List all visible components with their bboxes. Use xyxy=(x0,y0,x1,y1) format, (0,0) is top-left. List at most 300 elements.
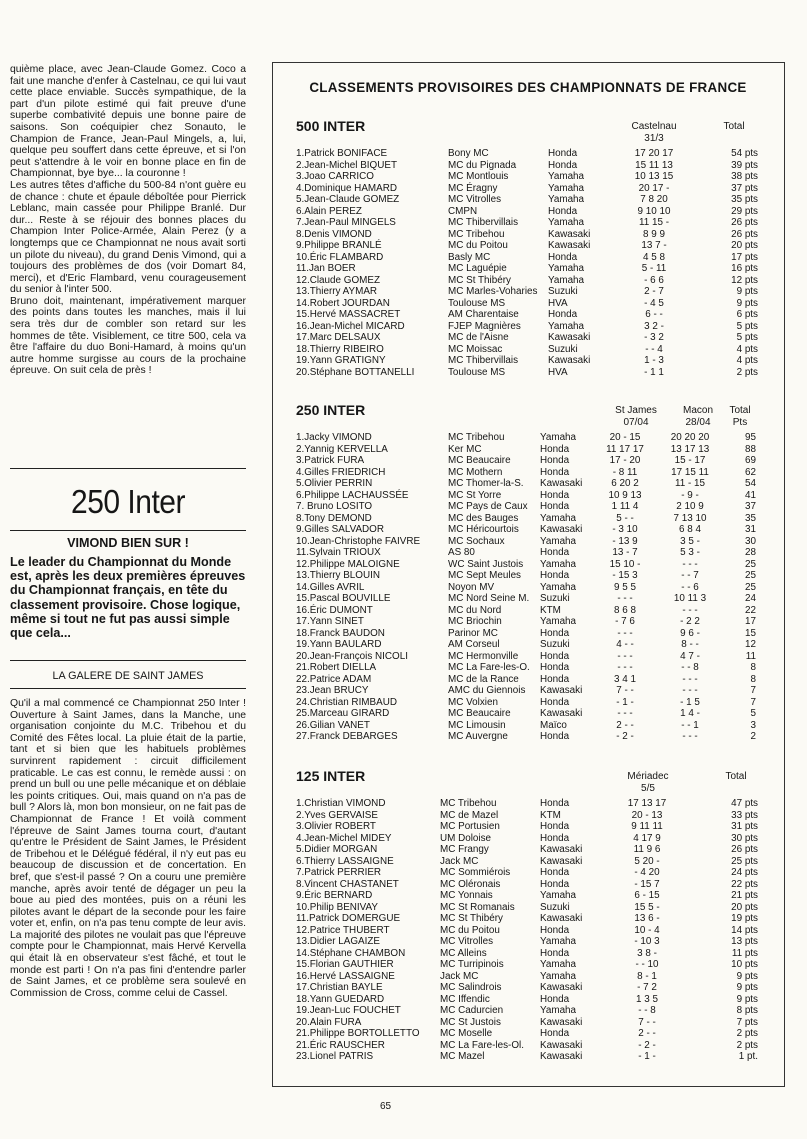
club-name: MC des Bauges xyxy=(448,512,519,524)
round2-points: - 2 2 xyxy=(680,616,700,627)
rider-name: 13.Thierry BLOUIN xyxy=(296,570,380,581)
total-points: 20 pts xyxy=(731,901,758,913)
motorcycle-brand: Yamaha xyxy=(548,263,585,274)
motorcycle-brand: Honda xyxy=(548,205,578,217)
round-points: 20 - 13 xyxy=(631,809,663,821)
total-points: 31 xyxy=(745,524,756,535)
round2-points: - 9 - xyxy=(681,489,699,501)
motorcycle-brand: Honda xyxy=(540,501,570,512)
total-points: 35 pts xyxy=(731,194,758,205)
club-name: MC Vitrolles xyxy=(440,936,494,947)
motorcycle-brand: Kawasaki xyxy=(548,240,591,251)
round1-points: 3 4 1 xyxy=(614,673,636,685)
total-points: 35 xyxy=(745,512,756,524)
total-points: 22 pts xyxy=(731,878,758,890)
total-points: 15 xyxy=(745,627,756,639)
article-lead: Le leader du Championnat du Monde est, après les deux premières épreuves du Championnat français, en tête du classement provisoire. Chose logique, même si tout ne fut pas aussi simple que cela... xyxy=(10,555,246,641)
rider-name: 20.Stéphane BOTTANELLI xyxy=(296,366,415,378)
club-name: MC La Fare-les-O. xyxy=(448,662,530,673)
rider-name: 9.Philippe BRANLÉ xyxy=(296,240,382,251)
total-points: 41 xyxy=(745,489,756,501)
rider-name: 2.Jean-Michel BIQUET xyxy=(296,159,397,171)
round2-points: - - - xyxy=(682,604,698,616)
motorcycle-brand: Honda xyxy=(548,148,578,159)
motorcycle-brand: Honda xyxy=(540,489,570,501)
club-name: MC Oléronais xyxy=(440,878,501,890)
total-points: 6 pts xyxy=(736,309,758,320)
round1-points: 1 11 4 xyxy=(611,501,639,512)
motorcycle-brand: Honda xyxy=(548,251,578,263)
round1-points: - 2 - xyxy=(616,731,634,742)
motorcycle-brand: Honda xyxy=(540,993,570,1005)
motorcycle-brand: Honda xyxy=(540,696,570,708)
round2-points: - - 1 xyxy=(681,719,699,731)
round-points: 20 17 - xyxy=(638,182,670,194)
rider-name: 2.Yannig KERVELLA xyxy=(296,443,388,455)
club-name: MC de la Rance xyxy=(448,673,519,685)
round-date: 5/5 xyxy=(641,782,655,794)
round1-points: 7 - - xyxy=(616,685,634,696)
page-number: 65 xyxy=(380,1101,392,1112)
rider-name: 14.Robert JOURDAN xyxy=(296,297,390,309)
total-points: 25 xyxy=(745,581,756,593)
motorcycle-brand: Honda xyxy=(548,159,578,171)
club-name: UM Doloise xyxy=(440,832,492,844)
round-points: - - 8 xyxy=(638,1005,656,1016)
motorcycle-brand: Kawasaki xyxy=(548,228,591,240)
round-points: 5 20 - xyxy=(634,855,660,867)
round-points: - - 4 xyxy=(645,343,663,355)
total-points: 24 xyxy=(745,593,756,604)
rider-name: 3.Patrick FURA xyxy=(296,455,365,466)
section-divider xyxy=(10,530,246,531)
rider-name: 16.Éric DUMONT xyxy=(296,604,373,616)
article-left-column xyxy=(10,64,246,377)
round-points: - 1 1 xyxy=(644,366,664,378)
article-headline: VIMOND BIEN SUR ! xyxy=(67,536,189,550)
round2-points: 7 13 10 xyxy=(673,512,707,524)
motorcycle-brand: Yamaha xyxy=(540,512,577,524)
round2-points: 20 20 20 xyxy=(670,432,710,443)
rider-name: 12.Patrice THUBERT xyxy=(296,924,390,936)
motorcycle-brand: Honda xyxy=(540,821,570,832)
round-points: 8 9 9 xyxy=(643,228,665,240)
round-points: 7 8 20 xyxy=(640,194,668,205)
club-name: MC Salindrois xyxy=(440,982,502,993)
round-points: 11 9 6 xyxy=(633,844,661,855)
total-points: 30 pts xyxy=(731,832,758,844)
rider-name: 18.Yann GUEDARD xyxy=(296,993,385,1005)
rider-name: 19.Yann BAULARD xyxy=(296,639,382,650)
club-name: MC Hermonville xyxy=(448,650,519,662)
section-title: 250 Inter xyxy=(71,483,185,521)
round2-points: - - - xyxy=(682,731,698,742)
round2-points: 15 - 17 xyxy=(674,455,706,466)
motorcycle-brand: Kawasaki xyxy=(540,913,583,924)
club-name: MC Moselle xyxy=(440,1028,493,1039)
rider-name: 10.Jean-Christophe FAIVRE xyxy=(296,535,421,547)
rider-name: 4.Dominique HAMARD xyxy=(296,182,397,194)
rider-name: 15.Florian GAUTHIER xyxy=(296,959,394,970)
motorcycle-brand: Honda xyxy=(540,547,570,558)
club-name: AS 80 xyxy=(448,547,475,558)
motorcycle-brand: Honda xyxy=(540,627,570,639)
club-name: MC Éragny xyxy=(448,182,498,194)
round-points: 9 10 10 xyxy=(637,205,671,217)
total-points: 24 pts xyxy=(731,867,758,878)
round-points: 6 - - xyxy=(645,309,663,320)
round1-points: - 1 - xyxy=(616,696,634,708)
round-points: 1 3 5 xyxy=(636,993,658,1005)
club-name: MC St Justois xyxy=(440,1016,501,1028)
rider-name: 25.Marceau GIRARD xyxy=(296,708,390,719)
rider-name: 1.Jacky VIMOND xyxy=(296,432,372,443)
club-name: MC Tribehou xyxy=(448,228,505,240)
club-name: MC Volxien xyxy=(448,696,498,708)
total-points: 7 xyxy=(750,696,756,708)
club-name: MC Thomer-la-S. xyxy=(448,478,524,489)
total-points: 26 pts xyxy=(731,844,758,855)
total-points: 4 pts xyxy=(736,355,758,366)
motorcycle-brand: Yamaha xyxy=(548,217,585,228)
club-name: MC Cadurcien xyxy=(440,1005,504,1016)
club-name: MC Tribehou xyxy=(448,432,505,443)
section-125-title: 125 INTER xyxy=(296,768,366,784)
club-name: MC St Yorre xyxy=(448,489,502,501)
motorcycle-brand: Yamaha xyxy=(548,171,585,182)
round1-points: - - - xyxy=(617,627,633,639)
motorcycle-brand: Maïco xyxy=(540,719,567,731)
total-points: 5 pts xyxy=(736,332,758,343)
article-paragraph: Bruno doit, maintenant, impérativement marquer des points dans toutes les manches, mais il lui sera très dur de combler son retard sur les hommes de tête. Visiblement, ce titre 500, cela va être l'affaire du duo Boni-Hamard, à moins qu'un autre homme surgisse au cours de la prochaine épreuve. On suit cela de près ! xyxy=(10,295,246,377)
motorcycle-brand: Yamaha xyxy=(540,890,577,901)
motorcycle-brand: Honda xyxy=(540,650,570,662)
total-points: 17 xyxy=(745,616,756,627)
total-points: 11 xyxy=(745,650,756,662)
rider-name: 18.Franck BAUDON xyxy=(296,627,385,639)
header-125-round xyxy=(618,771,678,794)
rider-name: 9.Éric BERNARD xyxy=(296,890,373,901)
motorcycle-brand: Suzuki xyxy=(548,286,578,297)
rider-name: 5.Didier MORGAN xyxy=(296,844,378,855)
rider-name: 27.Franck DEBARGES xyxy=(296,731,398,742)
total-points: 2 xyxy=(750,731,756,742)
motorcycle-brand: Kawasaki xyxy=(548,355,591,366)
club-name: Ker MC xyxy=(448,443,482,455)
round2-points: 5 3 - xyxy=(680,547,700,558)
article-subhead: LA GALERE DE SAINT JAMES xyxy=(52,670,204,682)
total-points: 47 pts xyxy=(731,798,758,809)
rider-name: 16.Hervé LASSAIGNE xyxy=(296,970,395,982)
club-name: MC de Mazel xyxy=(440,809,499,821)
round1-points: - 15 3 xyxy=(612,570,638,581)
panel-title: CLASSEMENTS PROVISOIRES DES CHAMPIONNATS DE FRANCE xyxy=(309,80,747,95)
round1-points: 11 17 17 xyxy=(606,443,644,455)
round-date: 28/04 xyxy=(685,416,711,428)
total-points: 12 pts xyxy=(731,274,758,286)
round1-points: 20 - 15 xyxy=(609,432,641,443)
motorcycle-brand: Honda xyxy=(540,1028,570,1039)
round1-points: - - - xyxy=(617,662,633,673)
round-points: - 10 3 xyxy=(634,936,660,947)
round-name: Macon xyxy=(682,405,713,416)
total-points: 25 xyxy=(745,558,756,570)
rider-name: 11.Jan BOER xyxy=(296,263,356,274)
motorcycle-brand: Kawasaki xyxy=(540,1051,583,1062)
round2-points: 13 17 13 xyxy=(670,443,710,455)
motorcycle-brand: Kawasaki xyxy=(540,855,583,867)
total-points: 10 pts xyxy=(731,959,758,970)
total-points: 30 xyxy=(745,535,756,547)
total-points: 8 xyxy=(750,662,756,673)
club-name: MC Beaucaire xyxy=(448,708,511,719)
total-points: 14 pts xyxy=(731,924,758,936)
rider-name: 18.Thierry RIBEIRO xyxy=(296,343,384,355)
total-points: 2 pts xyxy=(736,366,758,378)
round-points: - 6 6 xyxy=(644,274,664,286)
club-name: Basly MC xyxy=(448,251,491,263)
total-points: 20 pts xyxy=(731,240,758,251)
round1-points: - 7 6 xyxy=(615,616,635,627)
round2-points: - - - xyxy=(682,685,698,696)
rider-name: 4.Jean-Michel MIDEY xyxy=(296,832,392,844)
club-name: MC Auvergne xyxy=(448,731,508,742)
rider-name: 7. Bruno LOSITO xyxy=(296,501,373,512)
total-points: 5 xyxy=(750,708,756,719)
round-points: - 15 7 xyxy=(634,878,660,890)
club-name: MC Mazel xyxy=(440,1051,485,1062)
motorcycle-brand: Kawasaki xyxy=(540,478,583,489)
motorcycle-brand: Kawasaki xyxy=(540,708,583,719)
club-name: Jack MC xyxy=(440,855,479,867)
round-points: 17 13 17 xyxy=(627,798,667,809)
motorcycle-brand: Honda xyxy=(540,443,570,455)
rider-name: 5.Jean-Claude GOMEZ xyxy=(296,194,400,205)
round-points: 4 5 8 xyxy=(643,251,665,263)
motorcycle-brand: Honda xyxy=(540,731,570,742)
round1-points: 2 - - xyxy=(616,719,634,731)
motorcycle-brand: KTM xyxy=(540,604,561,616)
motorcycle-brand: Yamaha xyxy=(540,535,577,547)
club-name: MC du Pignada xyxy=(448,159,517,171)
round2-points: 4 7 - xyxy=(680,650,700,662)
club-name: MC du Nord xyxy=(448,604,502,616)
header-500-total: Total xyxy=(723,121,745,132)
rider-name: 26.Gilian VANET xyxy=(296,719,370,731)
total-points: 22 xyxy=(745,604,756,616)
total-points: 39 pts xyxy=(731,159,758,171)
rider-name: 12.Philippe MALOIGNE xyxy=(296,558,400,570)
rider-name: 2.Yves GERVAISE xyxy=(296,809,378,821)
rider-name: 11.Sylvain TRIOUX xyxy=(296,547,381,558)
club-name: WC Saint Justois xyxy=(448,558,524,570)
total-points: 9 pts xyxy=(736,982,758,993)
club-name: MC Portusien xyxy=(440,821,500,832)
club-name: MC Montlouis xyxy=(448,171,509,182)
round2-points: 10 11 3 xyxy=(673,593,707,604)
club-name: Toulouse MS xyxy=(448,297,506,309)
round-points: - - 10 xyxy=(635,959,659,970)
club-name: MC St Romanais xyxy=(440,901,515,913)
round-points: 10 13 15 xyxy=(634,171,674,182)
round-date: 07/04 xyxy=(623,416,649,428)
rider-name: 8.Denis VIMOND xyxy=(296,228,372,240)
section-divider xyxy=(10,688,246,689)
motorcycle-brand: Kawasaki xyxy=(548,332,591,343)
total-points: 8 pts xyxy=(736,1005,758,1016)
club-name: MC Briochin xyxy=(448,616,502,627)
article-body: Qu'il a mal commencé ce Championnat 250 Inter ! Ouverture à Saint James, dans la Manche, une organisation conjointe du M.C. Tribehou et du Comité des Fêtes local. La pluie était de la partie, tant et si bien que les habituels problèmes survinrent rapidement : circuit difficilement praticable. Le cas est connu, le remède aussi : on prend un bull ou une pelle mécanique et on déblaie les points critiques. Oui, mais quand on n'a pas de bull ? Alors là, mon bon monsieur, on ne fait pas de Championnat de France ! Et voilà comment l'épreuve de Saint James tourna court, d'autant qu'entre le Président de Saint James, le Président de Tribehou et le Délégué fédéral, il n'y eut pas eu beaucoup de discussion et de concertation. En bref, que s'est-il passé ? On a couru une première manche, après avoir tenté de dégager un peu la boue au pied des montées, puis on a réuni les pilotes avant le départ de la seconde pour les faire voter et, enfin, on n'a pas tenu compte de leur avis. La majorité des pilotes ne voulait pas que l'épreuve compte pour le Championnat, mais Hervé Kervella qui était là en observateur s'est fâché, et tout le monde est parti ! On n'a pas fini d'entendre parler de Saint James, et ce problème sera soulevé en Commission de Cross, comme celui de Cassel. xyxy=(10,698,246,999)
motorcycle-brand: Honda xyxy=(540,673,570,685)
club-name: MC Turripinois xyxy=(440,959,504,970)
rider-name: 3.Joao CARRICO xyxy=(296,171,374,182)
total-points: 33 pts xyxy=(731,809,758,821)
rider-name: 22.Patrice ADAM xyxy=(296,673,372,685)
rider-name: 20.Jean-François NICOLI xyxy=(296,650,408,662)
club-name: MC Sochaux xyxy=(448,535,505,547)
motorcycle-brand: Kawasaki xyxy=(540,844,583,855)
round1-points: 15 10 - xyxy=(609,558,641,570)
round-points: - 4 20 xyxy=(634,867,660,878)
motorcycle-brand: HVA xyxy=(548,366,568,378)
rider-name: 14.Stéphane CHAMBON xyxy=(296,947,406,959)
total-points: 25 xyxy=(745,570,756,581)
rider-name: 6.Thierry LASSAIGNE xyxy=(296,855,394,867)
round-date: 31/3 xyxy=(644,132,664,144)
header-500-round xyxy=(624,121,684,144)
round-name: St James xyxy=(615,405,657,416)
round-points: 4 17 9 xyxy=(633,832,661,844)
round1-points: 13 - 7 xyxy=(612,547,638,558)
motorcycle-brand: Honda xyxy=(540,455,570,466)
header-125-total: Total xyxy=(725,771,747,782)
rider-name: 17.Yann SINET xyxy=(296,616,364,627)
total-points: 31 pts xyxy=(731,821,758,832)
round-points: 11 15 - xyxy=(638,217,669,228)
club-name: MC Thibervillais xyxy=(448,217,519,228)
motorcycle-brand: Kawasaki xyxy=(540,524,583,535)
motorcycle-brand: Yamaha xyxy=(540,432,577,443)
section-500-title: 500 INTER xyxy=(296,118,366,134)
club-name: MC du Poitou xyxy=(448,240,508,251)
total-points: 5 pts xyxy=(736,320,758,332)
round1-points: - 13 9 xyxy=(612,535,638,547)
round-points: 2 - 7 xyxy=(644,286,664,297)
motorcycle-brand: Honda xyxy=(540,867,570,878)
club-name: MC Iffendic xyxy=(440,993,490,1005)
club-name: MC Sommiérois xyxy=(440,867,511,878)
round-points: 15 11 13 xyxy=(635,159,673,171)
club-name: MC Sept Meules xyxy=(448,570,521,581)
motorcycle-brand: Yamaha xyxy=(548,274,585,286)
total-points: 28 xyxy=(745,547,756,558)
club-name: MC Limousin xyxy=(448,719,506,731)
round-points: - 4 5 xyxy=(644,297,664,309)
round-points: 2 - - xyxy=(638,1028,656,1039)
club-name: MC Frangy xyxy=(440,844,489,855)
round-points: - 7 2 xyxy=(637,982,657,993)
club-name: MC St Thibéry xyxy=(448,274,511,286)
round-points: 15 5 - xyxy=(634,901,660,913)
motorcycle-brand: Honda xyxy=(540,947,570,959)
club-name: FJEP Magnières xyxy=(448,320,521,332)
round-points: 6 - 15 xyxy=(634,890,660,901)
round1-points: 4 - - xyxy=(616,639,634,650)
total-label: Total xyxy=(729,405,751,416)
total-points: 95 xyxy=(745,432,756,443)
total-points: 9 pts xyxy=(736,286,758,297)
rider-name: 17.Marc DELSAUX xyxy=(296,332,381,343)
round-points: 3 8 - xyxy=(637,947,657,959)
total-unit: Pts xyxy=(732,416,748,428)
motorcycle-brand: Honda xyxy=(548,309,578,320)
rider-name: 10.Philip BENIVAY xyxy=(296,901,378,913)
club-name: CMPN xyxy=(448,205,478,217)
motorcycle-brand: Honda xyxy=(540,570,570,581)
motorcycle-brand: Honda xyxy=(540,662,570,673)
rider-name: 21.Philippe BORTOLLETTO xyxy=(296,1028,420,1039)
motorcycle-brand: Yamaha xyxy=(540,970,577,982)
total-points: 54 pts xyxy=(731,148,758,159)
total-points: 12 xyxy=(745,639,756,650)
round1-points: - 8 11 xyxy=(612,466,638,478)
rider-name: 23.Lionel PATRIS xyxy=(296,1051,374,1062)
rider-name: 8.Vincent CHASTANET xyxy=(296,878,399,890)
motorcycle-brand: Suzuki xyxy=(540,639,570,650)
club-name: MC Moissac xyxy=(448,343,503,355)
motorcycle-brand: Honda xyxy=(540,832,570,844)
club-name: MC Tribehou xyxy=(440,798,497,809)
round-points: - 2 - xyxy=(638,1039,656,1051)
round-name: Mériadec xyxy=(627,771,669,782)
round2-points: - 1 5 xyxy=(680,696,700,708)
total-points: 9 pts xyxy=(736,993,758,1005)
total-points: 26 pts xyxy=(731,228,758,240)
round1-points: - 3 10 xyxy=(612,524,638,535)
motorcycle-brand: Honda xyxy=(540,466,570,478)
total-points: 8 xyxy=(750,673,756,685)
rider-name: 3.Olivier ROBERT xyxy=(296,821,376,832)
club-name: MC St Thibéry xyxy=(440,913,503,924)
round1-points: - - - xyxy=(617,650,633,662)
total-points: 29 pts xyxy=(731,205,758,217)
article-paragraph: quième place, avec Jean-Claude Gomez. Coco a fait une manche d'enfer à Castelnau, ce qui lui vaut cette place enviable. Succès sympathique, de la part d'un pilote estimé qui fait preuve d'une superbe combativité depuis une bonne paire de saisons. Son coéquipier chez Sonauto, le Champion de France, Jean-Paul Mingels, a, lui, quelque peu souffert dans cette épreuve, et si l'on peut s'attendre à le voir en bonne place en fin de Championnat, bye bye... la couronne ! xyxy=(10,64,246,180)
rider-name: 11.Patrick DOMERGUE xyxy=(296,913,401,924)
round-points: 7 - - xyxy=(638,1016,656,1028)
round-points: 3 2 - xyxy=(644,320,664,332)
round1-points: 9 5 5 xyxy=(614,581,636,593)
total-points: 37 pts xyxy=(731,182,758,194)
round-points: 13 6 - xyxy=(634,913,660,924)
round2-points: - - - xyxy=(682,558,698,570)
round1-points: - - - xyxy=(617,708,633,719)
round1-points: 6 20 2 xyxy=(611,478,639,489)
total-points: 9 pts xyxy=(736,297,758,309)
rider-name: 21.Éric RAUSCHER xyxy=(296,1039,385,1051)
club-name: Noyon MV xyxy=(448,581,495,593)
motorcycle-brand: Yamaha xyxy=(540,936,577,947)
rider-name: 1.Christian VIMOND xyxy=(296,798,386,809)
round2-points: 11 - 15 xyxy=(674,478,705,489)
motorcycle-brand: Kawasaki xyxy=(540,685,583,696)
club-name: AMC du Giennois xyxy=(448,685,526,696)
header-250-round1 xyxy=(606,405,666,428)
rider-name: 9.Gilles SALVADOR xyxy=(296,524,384,535)
round2-points: 6 8 4 xyxy=(679,524,701,535)
rider-name: 4.Gilles FRIEDRICH xyxy=(296,466,386,478)
rider-name: 19.Jean-Luc FOUCHET xyxy=(296,1005,401,1016)
round1-points: 10 9 13 xyxy=(608,489,642,501)
